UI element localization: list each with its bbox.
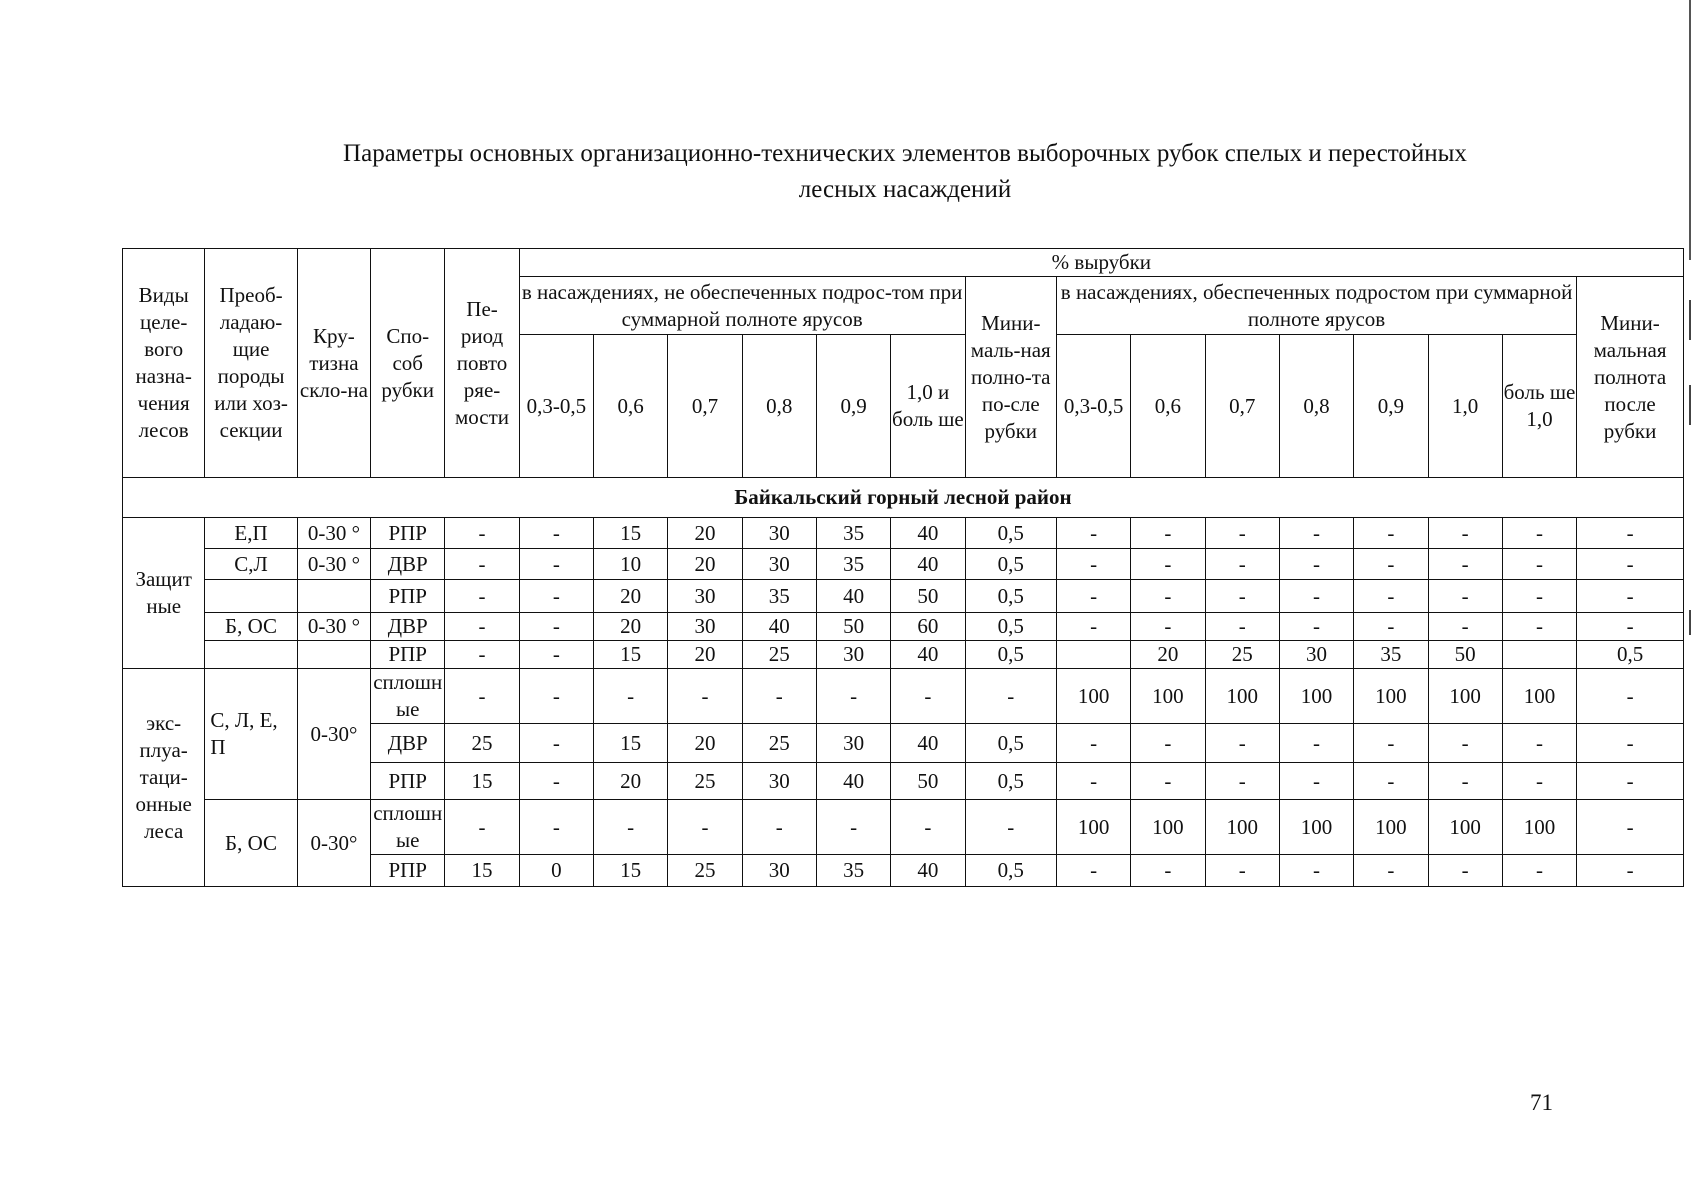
cut-percent-not-provided-cell: - xyxy=(594,800,668,855)
min-density-not-provided-cell: 0,5 xyxy=(965,855,1056,887)
cut-percent-not-provided-cell: - xyxy=(519,724,593,763)
page-number: 71 xyxy=(1530,1090,1553,1115)
min-density-not-provided-cell: 0,5 xyxy=(965,613,1056,641)
cut-percent-provided-cell: - xyxy=(1056,763,1130,800)
cut-percent-provided-cell: - xyxy=(1056,613,1130,641)
cut-percent-provided-cell: - xyxy=(1354,518,1428,549)
header-not-density-col: 0,6 xyxy=(594,335,668,478)
header-percent-cut: % вырубки xyxy=(519,249,1683,277)
cut-percent-provided-cell: 20 xyxy=(1131,641,1205,669)
header-not-density-col: 0,7 xyxy=(668,335,742,478)
min-density-provided-cell: - xyxy=(1577,613,1684,641)
cut-percent-provided-cell: - xyxy=(1205,724,1279,763)
cut-percent-provided-cell: - xyxy=(1279,549,1353,580)
document-title-line-2: лесных насаждений xyxy=(798,176,1012,203)
cut-percent-provided-cell: - xyxy=(1131,855,1205,887)
cut-percent-not-provided-cell: - xyxy=(519,669,593,724)
header-period: Пе-риод повто ряе-мости xyxy=(445,249,519,478)
cut-percent-provided-cell: - xyxy=(1279,580,1353,613)
cut-percent-not-provided-cell: 25 xyxy=(742,641,816,669)
cut-percent-provided-cell: 35 xyxy=(1354,641,1428,669)
species-cell: Б, ОС xyxy=(205,613,297,641)
cut-percent-not-provided-cell: 60 xyxy=(891,613,965,641)
header-min-density-not: Мини-маль-ная полно-та по-сле рубки xyxy=(965,277,1056,478)
cut-percent-provided-cell: 100 xyxy=(1205,800,1279,855)
scan-edge-mark xyxy=(1689,610,1691,635)
cut-percent-provided-cell: 100 xyxy=(1502,800,1576,855)
cut-percent-not-provided-cell: 30 xyxy=(742,518,816,549)
repeat-period-cell: 15 xyxy=(445,763,519,800)
cut-percent-provided-cell: - xyxy=(1279,613,1353,641)
cut-percent-not-provided-cell: 40 xyxy=(742,613,816,641)
cut-percent-not-provided-cell: - xyxy=(816,800,890,855)
cutting-method-cell: РПР xyxy=(371,763,445,800)
cut-percent-provided-cell xyxy=(1056,641,1130,669)
header-yes-density-col: 1,0 xyxy=(1428,335,1502,478)
min-density-not-provided-cell: 0,5 xyxy=(965,641,1056,669)
min-density-provided-cell: - xyxy=(1577,549,1684,580)
repeat-period-cell: - xyxy=(445,549,519,580)
scan-edge-line xyxy=(1689,0,1691,260)
cut-percent-provided-cell: 100 xyxy=(1131,669,1205,724)
cut-percent-not-provided-cell: 40 xyxy=(891,855,965,887)
repeat-period-cell: - xyxy=(445,613,519,641)
repeat-period-cell: 25 xyxy=(445,724,519,763)
cut-percent-provided-cell: - xyxy=(1428,549,1502,580)
cutting-method-cell: сплошные xyxy=(371,669,445,724)
cut-percent-provided-cell: - xyxy=(1428,724,1502,763)
header-slope: Кру-тизна скло-на xyxy=(297,249,370,478)
cut-percent-not-provided-cell: - xyxy=(519,641,593,669)
slope-cell: 0-30° xyxy=(297,800,370,887)
cut-percent-provided-cell: - xyxy=(1205,855,1279,887)
cut-percent-provided-cell: - xyxy=(1279,518,1353,549)
slope-cell: 0-30 ° xyxy=(297,613,370,641)
cut-percent-provided-cell: - xyxy=(1056,855,1130,887)
cut-percent-provided-cell: - xyxy=(1428,518,1502,549)
cutting-method-cell: сплошные xyxy=(371,800,445,855)
cut-percent-provided-cell: - xyxy=(1502,549,1576,580)
cut-percent-provided-cell: 25 xyxy=(1205,641,1279,669)
cut-percent-not-provided-cell: - xyxy=(594,669,668,724)
cut-percent-provided-cell: - xyxy=(1131,580,1205,613)
cut-percent-provided-cell: - xyxy=(1428,763,1502,800)
cut-percent-not-provided-cell: 40 xyxy=(891,549,965,580)
forest-purpose-cell: экс-плуа-таци-онные леса xyxy=(123,669,205,887)
cut-percent-provided-cell: 100 xyxy=(1354,800,1428,855)
cut-percent-provided-cell: 100 xyxy=(1279,669,1353,724)
cut-percent-not-provided-cell: 35 xyxy=(816,855,890,887)
cut-percent-not-provided-cell: 35 xyxy=(816,518,890,549)
cut-percent-provided-cell: - xyxy=(1131,613,1205,641)
cut-percent-not-provided-cell: 20 xyxy=(594,763,668,800)
region-row: Байкальский горный лесной район xyxy=(123,478,1684,518)
table-row xyxy=(123,669,1684,724)
scan-edge-mark xyxy=(1689,385,1691,425)
cut-percent-not-provided-cell: - xyxy=(519,800,593,855)
cut-percent-provided-cell: - xyxy=(1279,763,1353,800)
min-density-provided-cell: - xyxy=(1577,800,1684,855)
cut-percent-provided-cell: 50 xyxy=(1428,641,1502,669)
cut-percent-not-provided-cell: 15 xyxy=(594,724,668,763)
header-yes-density-col: боль ше 1,0 xyxy=(1502,335,1576,478)
cutting-method-cell: РПР xyxy=(371,580,445,613)
cut-percent-provided-cell: 100 xyxy=(1279,800,1353,855)
cutting-method-cell: РПР xyxy=(371,855,445,887)
min-density-provided-cell: - xyxy=(1577,855,1684,887)
cut-percent-provided-cell: 100 xyxy=(1205,669,1279,724)
header-min-density-yes: Мини-мальная полнота после рубки xyxy=(1577,277,1684,478)
species-cell: С,Л xyxy=(205,549,297,580)
min-density-provided-cell: - xyxy=(1577,518,1684,549)
cut-percent-not-provided-cell: - xyxy=(519,763,593,800)
header-not-density-col: 0,3-0,5 xyxy=(519,335,593,478)
cut-percent-provided-cell: 100 xyxy=(1354,669,1428,724)
repeat-period-cell: 15 xyxy=(445,855,519,887)
cut-percent-provided-cell: - xyxy=(1354,855,1428,887)
min-density-provided-cell: - xyxy=(1577,580,1684,613)
cut-percent-not-provided-cell: 15 xyxy=(594,641,668,669)
min-density-not-provided-cell: 0,5 xyxy=(965,763,1056,800)
cut-percent-not-provided-cell: - xyxy=(891,800,965,855)
cut-percent-not-provided-cell: - xyxy=(891,669,965,724)
min-density-not-provided-cell: 0,5 xyxy=(965,724,1056,763)
cut-percent-provided-cell: - xyxy=(1205,518,1279,549)
cut-percent-provided-cell: - xyxy=(1056,549,1130,580)
cut-percent-not-provided-cell: - xyxy=(742,800,816,855)
cut-percent-provided-cell: - xyxy=(1131,518,1205,549)
cut-percent-provided-cell: 100 xyxy=(1428,800,1502,855)
table-row xyxy=(123,613,1684,641)
cut-percent-provided-cell: - xyxy=(1428,613,1502,641)
header-yes-density-col: 0,6 xyxy=(1131,335,1205,478)
repeat-period-cell: - xyxy=(445,800,519,855)
species-cell xyxy=(205,641,297,669)
document-title-line-1: Параметры основных организационно-технических элементов выборочных рубок спелых и перестойных xyxy=(343,140,1467,167)
cut-percent-not-provided-cell: 25 xyxy=(668,855,742,887)
cut-percent-provided-cell: - xyxy=(1354,763,1428,800)
cut-percent-provided-cell: - xyxy=(1279,855,1353,887)
cut-percent-provided-cell: - xyxy=(1428,855,1502,887)
cut-percent-provided-cell: 100 xyxy=(1428,669,1502,724)
species-cell xyxy=(205,580,297,613)
header-provided-undergrowth: в насаждениях, обеспеченных подростом при суммарной полноте ярусов xyxy=(1056,277,1576,335)
cut-percent-provided-cell: - xyxy=(1354,580,1428,613)
cut-percent-not-provided-cell: 20 xyxy=(594,580,668,613)
slope-cell: 0-30 ° xyxy=(297,518,370,549)
table-row xyxy=(123,549,1684,580)
header-not-density-col: 1,0 и боль ше xyxy=(891,335,965,478)
slope-cell: 0-30° xyxy=(297,669,370,800)
header-yes-density-col: 0,3-0,5 xyxy=(1056,335,1130,478)
cut-percent-provided-cell: - xyxy=(1056,580,1130,613)
cut-percent-not-provided-cell: 40 xyxy=(816,580,890,613)
cut-percent-not-provided-cell: 15 xyxy=(594,518,668,549)
cutting-method-cell: РПР xyxy=(371,641,445,669)
header-yes-density-col: 0,9 xyxy=(1354,335,1428,478)
cut-percent-not-provided-cell: 20 xyxy=(668,641,742,669)
header-not-density-col: 0,9 xyxy=(816,335,890,478)
cut-percent-not-provided-cell: 40 xyxy=(891,724,965,763)
min-density-not-provided-cell: 0,5 xyxy=(965,518,1056,549)
cut-percent-not-provided-cell: - xyxy=(668,800,742,855)
cut-percent-provided-cell: 100 xyxy=(1131,800,1205,855)
species-cell: Е,П xyxy=(205,518,297,549)
cut-percent-not-provided-cell: 30 xyxy=(668,580,742,613)
cutting-method-cell: ДВР xyxy=(371,549,445,580)
cut-percent-not-provided-cell: - xyxy=(519,518,593,549)
cut-percent-not-provided-cell: 30 xyxy=(742,763,816,800)
min-density-provided-cell: - xyxy=(1577,669,1684,724)
cut-percent-provided-cell: - xyxy=(1502,518,1576,549)
cut-percent-provided-cell: - xyxy=(1056,518,1130,549)
repeat-period-cell: - xyxy=(445,518,519,549)
species-cell: Б, ОС xyxy=(205,800,297,887)
header-method: Спо-соб рубки xyxy=(371,249,445,478)
min-density-provided-cell: 0,5 xyxy=(1577,641,1684,669)
cut-percent-not-provided-cell: 15 xyxy=(594,855,668,887)
cut-percent-not-provided-cell: 30 xyxy=(816,641,890,669)
cut-percent-not-provided-cell: 50 xyxy=(816,613,890,641)
header-species: Преоб-ладаю-щие породы или хоз-секции xyxy=(205,249,297,478)
cut-percent-not-provided-cell: 35 xyxy=(816,549,890,580)
header-yes-density-col: 0,8 xyxy=(1279,335,1353,478)
cut-percent-not-provided-cell: 0 xyxy=(519,855,593,887)
cut-percent-not-provided-cell: - xyxy=(519,580,593,613)
cut-percent-provided-cell: - xyxy=(1131,549,1205,580)
cutting-method-cell: ДВР xyxy=(371,724,445,763)
slope-cell: 0-30 ° xyxy=(297,549,370,580)
cut-percent-not-provided-cell: 40 xyxy=(891,518,965,549)
cut-percent-provided-cell: - xyxy=(1205,613,1279,641)
repeat-period-cell: - xyxy=(445,669,519,724)
cutting-method-cell: РПР xyxy=(371,518,445,549)
table-row xyxy=(123,580,1684,613)
cutting-parameters-table xyxy=(122,248,1684,887)
slope-cell xyxy=(297,580,370,613)
cut-percent-not-provided-cell: - xyxy=(742,669,816,724)
cutting-method-cell: ДВР xyxy=(371,613,445,641)
min-density-not-provided-cell: 0,5 xyxy=(965,580,1056,613)
cut-percent-not-provided-cell: 35 xyxy=(742,580,816,613)
cut-percent-not-provided-cell: 40 xyxy=(891,641,965,669)
cut-percent-not-provided-cell: - xyxy=(668,669,742,724)
cut-percent-provided-cell: - xyxy=(1056,724,1130,763)
cut-percent-provided-cell: - xyxy=(1502,724,1576,763)
cut-percent-not-provided-cell: 40 xyxy=(816,763,890,800)
repeat-period-cell: - xyxy=(445,580,519,613)
cut-percent-provided-cell: 100 xyxy=(1056,669,1130,724)
scan-edge-mark xyxy=(1689,300,1691,340)
min-density-not-provided-cell: 0,5 xyxy=(965,549,1056,580)
cut-percent-not-provided-cell: - xyxy=(816,669,890,724)
table-row xyxy=(123,641,1684,669)
cut-percent-provided-cell: 100 xyxy=(1056,800,1130,855)
cut-percent-not-provided-cell: 25 xyxy=(742,724,816,763)
forest-purpose-cell: Защит ные xyxy=(123,518,205,669)
cut-percent-provided-cell: - xyxy=(1131,724,1205,763)
header-not-provided-undergrowth: в насаждениях, не обеспеченных подрос-том при суммарной полноте ярусов xyxy=(519,277,965,335)
header-purpose: Виды целе-вого назна-чения лесов xyxy=(123,249,205,478)
cut-percent-not-provided-cell: - xyxy=(519,549,593,580)
cut-percent-not-provided-cell: 25 xyxy=(668,763,742,800)
min-density-provided-cell: - xyxy=(1577,763,1684,800)
cut-percent-provided-cell xyxy=(1502,641,1576,669)
header-not-density-col: 0,8 xyxy=(742,335,816,478)
repeat-period-cell: - xyxy=(445,641,519,669)
cut-percent-provided-cell: 30 xyxy=(1279,641,1353,669)
min-density-provided-cell: - xyxy=(1577,724,1684,763)
cut-percent-provided-cell: - xyxy=(1205,763,1279,800)
min-density-not-provided-cell: - xyxy=(965,669,1056,724)
cut-percent-provided-cell: - xyxy=(1502,763,1576,800)
cut-percent-not-provided-cell: 50 xyxy=(891,580,965,613)
cut-percent-not-provided-cell: 20 xyxy=(668,724,742,763)
cut-percent-not-provided-cell: 20 xyxy=(668,518,742,549)
cut-percent-not-provided-cell: 20 xyxy=(668,549,742,580)
cut-percent-provided-cell: - xyxy=(1205,580,1279,613)
cut-percent-provided-cell: 100 xyxy=(1502,669,1576,724)
cut-percent-not-provided-cell: 30 xyxy=(742,549,816,580)
table-row xyxy=(123,518,1684,549)
cut-percent-provided-cell: - xyxy=(1354,549,1428,580)
cut-percent-provided-cell: - xyxy=(1205,549,1279,580)
document-title xyxy=(230,136,1580,208)
cut-percent-not-provided-cell: 10 xyxy=(594,549,668,580)
cut-percent-provided-cell: - xyxy=(1502,613,1576,641)
cut-percent-not-provided-cell: 30 xyxy=(668,613,742,641)
cut-percent-provided-cell: - xyxy=(1354,613,1428,641)
cut-percent-provided-cell: - xyxy=(1354,724,1428,763)
slope-cell xyxy=(297,641,370,669)
cut-percent-not-provided-cell: 30 xyxy=(742,855,816,887)
cut-percent-not-provided-cell: 50 xyxy=(891,763,965,800)
species-cell: С, Л, Е, П xyxy=(205,669,297,800)
cut-percent-provided-cell: - xyxy=(1502,855,1576,887)
cut-percent-provided-cell: - xyxy=(1502,580,1576,613)
cut-percent-not-provided-cell: 20 xyxy=(594,613,668,641)
cut-percent-not-provided-cell: - xyxy=(519,613,593,641)
min-density-not-provided-cell: - xyxy=(965,800,1056,855)
cut-percent-provided-cell: - xyxy=(1279,724,1353,763)
cut-percent-not-provided-cell: 30 xyxy=(816,724,890,763)
header-yes-density-col: 0,7 xyxy=(1205,335,1279,478)
cut-percent-provided-cell: - xyxy=(1131,763,1205,800)
cut-percent-provided-cell: - xyxy=(1428,580,1502,613)
table-row xyxy=(123,800,1684,855)
